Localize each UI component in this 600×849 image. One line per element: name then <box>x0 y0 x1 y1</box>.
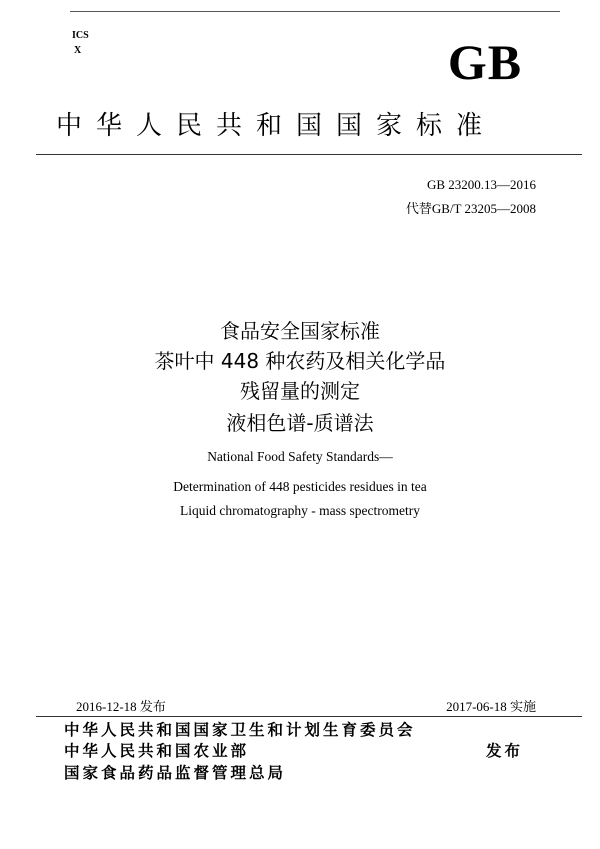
title-cn-line-3: 残留量的测定 <box>240 379 360 403</box>
publish-label: 发布 <box>486 742 524 760</box>
gb-logo: GB <box>447 34 523 90</box>
issuer-3: 国家食品药品监督管理总局 <box>64 764 287 782</box>
title-en-line-3: Liquid chromatography - mass spectrometry <box>180 503 420 518</box>
replaces-standard: 代替GB/T 23205—2008 <box>405 201 536 216</box>
issuer-2: 中华人民共和国农业部 <box>64 742 250 760</box>
standard-number: GB 23200.13—2016 <box>426 177 536 192</box>
footer-divider <box>36 716 582 717</box>
title-en-line-2: Determination of 448 pesticides residues in tea <box>173 479 427 494</box>
ics-label: ICS <box>72 30 89 41</box>
implementation-date: 2017-06-18 实施 <box>446 699 536 714</box>
title-cn-line-4: 液相色谱-质谱法 <box>226 411 374 435</box>
header-divider <box>36 154 582 155</box>
title-cn-line-2: 茶叶中 448 种农药及相关化学品 <box>154 349 446 373</box>
top-rule <box>70 11 560 12</box>
standard-type-heading: 中华人民共和国国家标准 <box>56 111 497 141</box>
ics-code: X <box>74 45 82 56</box>
issuer-1: 中华人民共和国国家卫生和计划生育委员会 <box>64 721 416 739</box>
issue-date: 2016-12-18 发布 <box>76 699 166 714</box>
title-cn-line-1: 食品安全国家标准 <box>220 319 380 343</box>
title-en-line-1: National Food Safety Standards— <box>207 449 393 464</box>
